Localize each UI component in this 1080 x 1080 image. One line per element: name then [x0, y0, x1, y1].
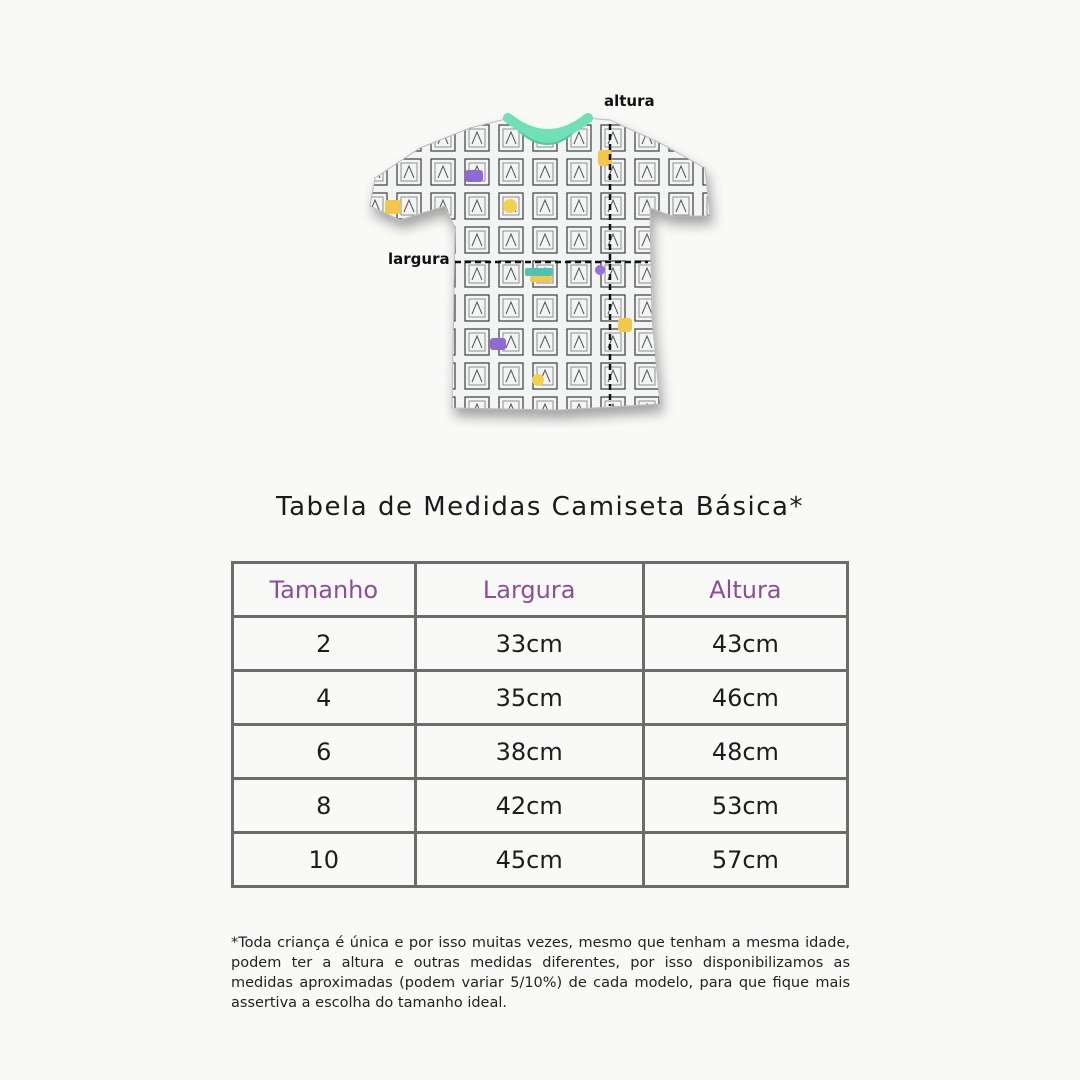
table-row	[233, 833, 848, 887]
table-row	[233, 671, 848, 725]
cell-height: 48cm	[643, 725, 847, 779]
cell-size: 10	[233, 833, 416, 887]
cell-height: 57cm	[643, 833, 847, 887]
size-table	[231, 561, 849, 888]
header-size: Tamanho	[233, 563, 416, 617]
cell-size: 6	[233, 725, 416, 779]
header-width: Largura	[415, 563, 643, 617]
cell-width: 33cm	[415, 617, 643, 671]
width-label: largura	[388, 250, 450, 268]
cell-size: 2	[233, 617, 416, 671]
cell-width: 35cm	[415, 671, 643, 725]
height-label: altura	[604, 92, 655, 110]
cell-size: 4	[233, 671, 416, 725]
header-height: Altura	[643, 563, 847, 617]
cell-width: 45cm	[415, 833, 643, 887]
cell-width: 42cm	[415, 779, 643, 833]
table-row	[233, 617, 848, 671]
cell-size: 8	[233, 779, 416, 833]
cell-height: 46cm	[643, 671, 847, 725]
table-header-row	[233, 563, 848, 617]
footnote: *Toda criança é única e por isso muitas vezes, mesmo que tenham a mesma idade, podem ter a altura e outras medidas diferentes, por isso disponibilizamos as medidas aproximadas (podem variar 5/10%) de cada modelo, para que fique mais assertiva a escolha do tamanho ideal.	[231, 935, 850, 1011]
cell-height: 43cm	[643, 617, 847, 671]
page-title: Tabela de Medidas Camiseta Básica*	[276, 492, 804, 522]
table-row	[233, 779, 848, 833]
cell-width: 38cm	[415, 725, 643, 779]
table-row	[233, 725, 848, 779]
cell-height: 53cm	[643, 779, 847, 833]
